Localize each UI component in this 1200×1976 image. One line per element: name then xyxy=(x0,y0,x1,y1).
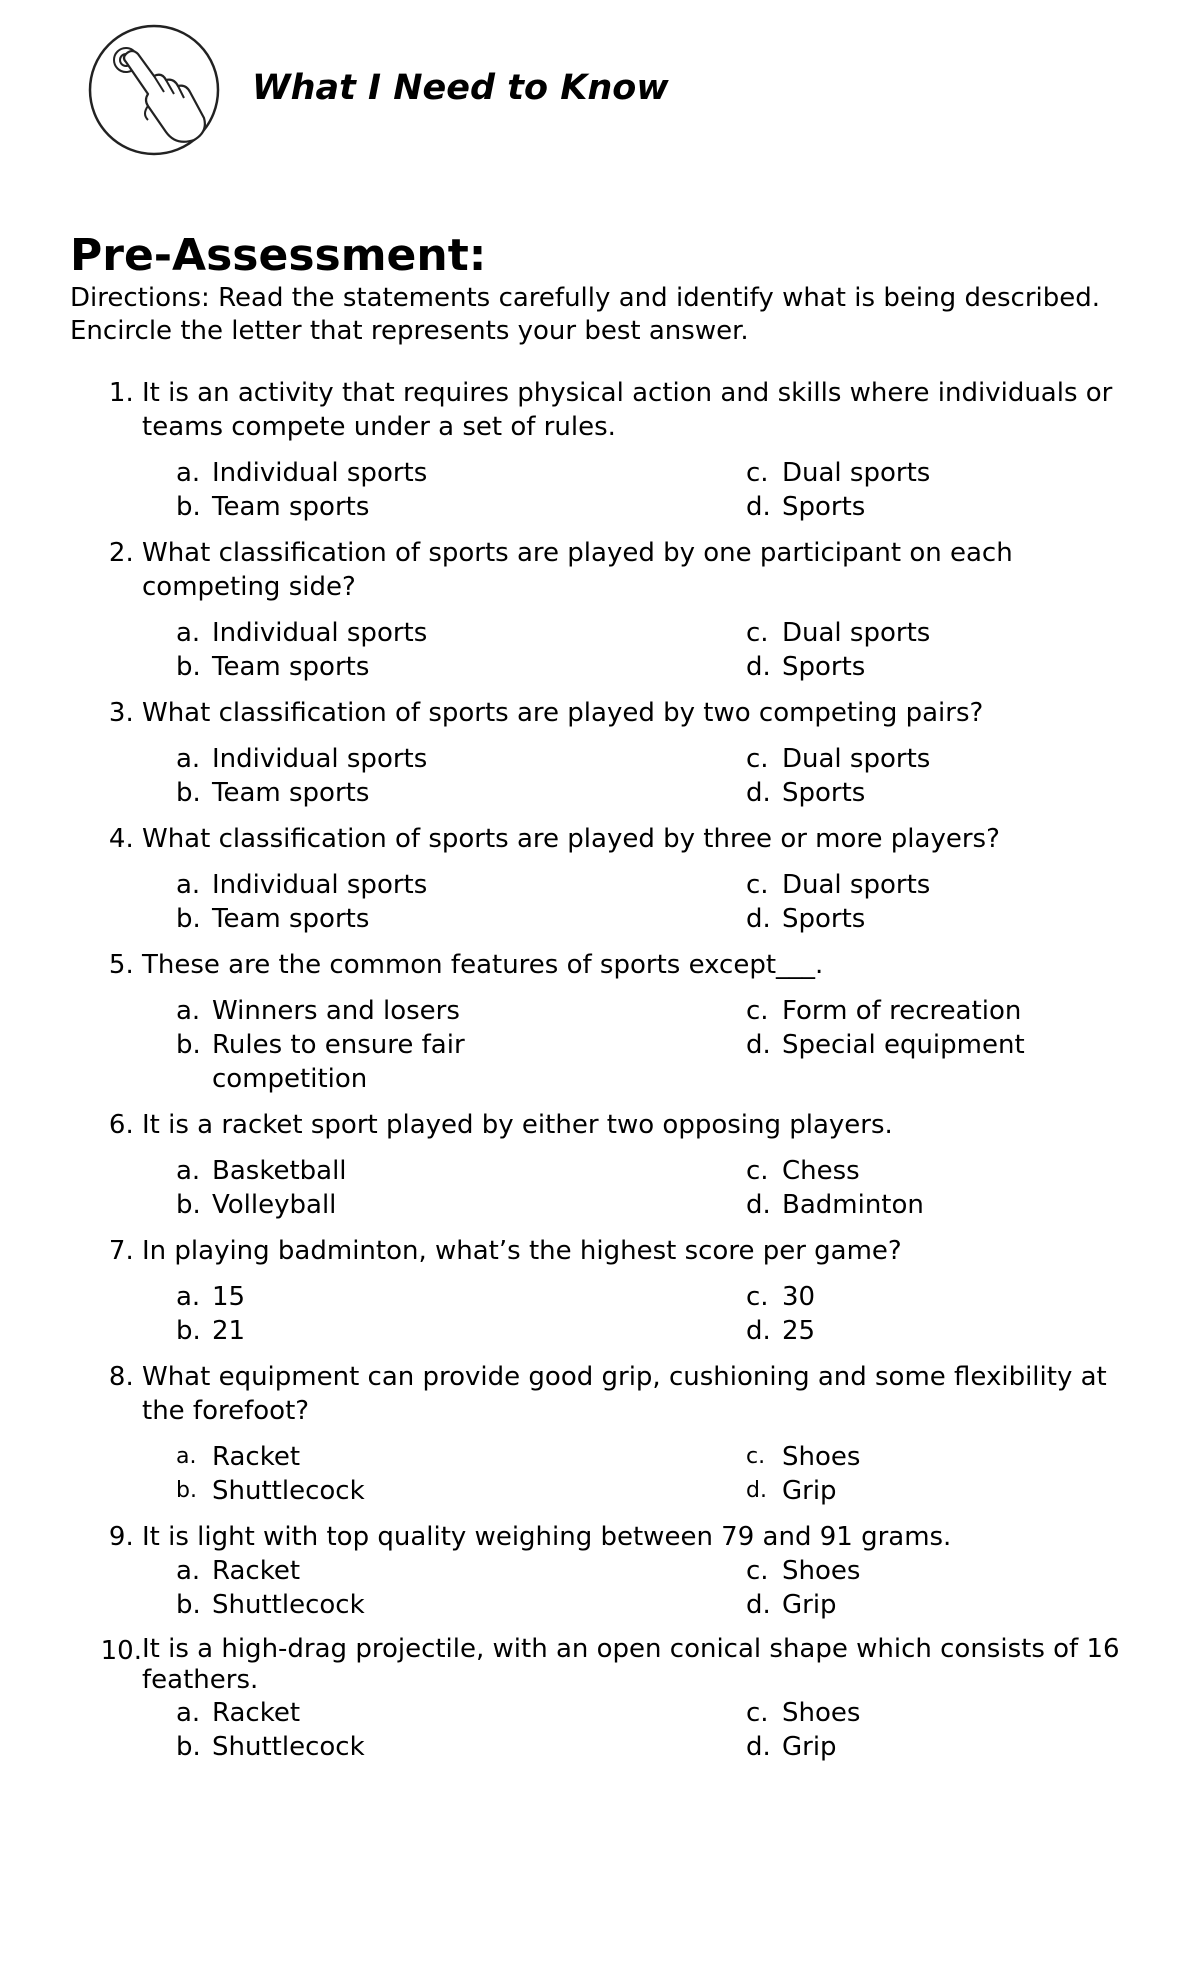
option-c[interactable]: c. Chess xyxy=(746,1156,860,1186)
question-10 xyxy=(70,1634,1140,1764)
option-b[interactable]: b. Team sports xyxy=(176,904,370,934)
option-d[interactable]: d. Sports xyxy=(746,492,866,522)
header-title: What I Need to Know xyxy=(252,68,669,108)
question-7 xyxy=(70,1234,1140,1348)
question-6 xyxy=(70,1108,1140,1222)
question-number: 7. xyxy=(108,1236,134,1266)
hand-pointer-icon xyxy=(86,22,222,158)
question-text: In playing badminton, what’s the highest score per game? xyxy=(142,1236,902,1266)
question-text: It is light with top quality weighing between 79 and 91 grams. xyxy=(142,1522,952,1552)
option-a[interactable]: a. Racket xyxy=(176,1698,301,1728)
option-b[interactable]: b. 21 xyxy=(176,1316,246,1346)
directions-text: Directions: Read the statements carefully and identify what is being described. Encircle the letter that represents your best answer. xyxy=(70,283,1100,346)
option-b[interactable]: b. Team sports xyxy=(176,652,370,682)
question-number: 3. xyxy=(108,698,134,728)
question-3 xyxy=(70,696,1140,810)
question-number: 5. xyxy=(108,950,134,980)
question-number: 2. xyxy=(108,538,134,568)
option-c[interactable]: c. Shoes xyxy=(746,1442,861,1472)
option-c[interactable]: c. Dual sports xyxy=(746,744,931,774)
question-text: It is a high-drag projectile, with an open conical shape which consists of 16 feathers. xyxy=(142,1634,1120,1695)
option-c[interactable]: c. 30 xyxy=(746,1282,816,1312)
question-number: 1. xyxy=(108,378,134,408)
option-d[interactable]: d. Sports xyxy=(746,652,866,682)
option-c[interactable]: c. Shoes xyxy=(746,1698,861,1728)
question-text: What classification of sports are played by two competing pairs? xyxy=(142,698,984,728)
option-a[interactable]: a. Individual sports xyxy=(176,870,428,900)
option-a[interactable]: a. Individual sports xyxy=(176,618,428,648)
question-4 xyxy=(70,822,1140,936)
question-8 xyxy=(70,1360,1140,1508)
option-b[interactable]: b. Shuttlecock xyxy=(176,1590,365,1620)
option-a[interactable]: a. Basketball xyxy=(176,1156,347,1186)
option-b[interactable]: b. Shuttlecock xyxy=(176,1732,365,1762)
option-a[interactable]: a. Individual sports xyxy=(176,744,428,774)
question-2 xyxy=(70,536,1140,684)
page-title: Pre-Assessment: xyxy=(70,230,487,281)
option-b[interactable]: b. Shuttlecock xyxy=(176,1476,365,1506)
question-text: What equipment can provide good grip, cushioning and some flexibility at the forefoot? xyxy=(142,1362,1107,1426)
option-c[interactable]: c. Dual sports xyxy=(746,618,931,648)
option-d[interactable]: d. Special equipment xyxy=(746,1030,1025,1060)
question-text: What classification of sports are played by one participant on each competing side? xyxy=(142,538,1013,602)
option-d[interactable]: d. Sports xyxy=(746,778,866,808)
option-b[interactable]: b. Team sports xyxy=(176,778,370,808)
option-c[interactable]: c. Form of recreation xyxy=(746,996,1022,1026)
option-c[interactable]: c. Shoes xyxy=(746,1556,861,1586)
question-text: What classification of sports are played by three or more players? xyxy=(142,824,1000,854)
question-number: 4. xyxy=(108,824,134,854)
option-c[interactable]: c. Dual sports xyxy=(746,870,931,900)
question-text: It is an activity that requires physical action and skills where individuals or teams compete under a set of rules. xyxy=(142,378,1113,442)
option-d[interactable]: d. Sports xyxy=(746,904,866,934)
question-9 xyxy=(70,1520,1140,1622)
option-a[interactable]: a. Winners and losers xyxy=(176,996,460,1026)
option-a[interactable]: a. Racket xyxy=(176,1556,301,1586)
option-d[interactable]: d. 25 xyxy=(746,1316,816,1346)
question-text: These are the common features of sports except___. xyxy=(142,950,824,980)
option-a[interactable]: a. Racket xyxy=(176,1442,301,1472)
option-d[interactable]: d. Grip xyxy=(746,1732,837,1762)
option-a[interactable]: a. 15 xyxy=(176,1282,246,1312)
question-text: It is a racket sport played by either two opposing players. xyxy=(142,1110,893,1140)
question-1 xyxy=(70,376,1140,524)
option-a[interactable]: a. Individual sports xyxy=(176,458,428,488)
option-d[interactable]: d. Grip xyxy=(746,1476,837,1506)
question-number: 10. xyxy=(100,1636,142,1666)
question-number: 6. xyxy=(108,1110,134,1140)
option-b[interactable]: b. Rules to ensure fair competition xyxy=(176,1030,465,1094)
option-b[interactable]: b. Team sports xyxy=(176,492,370,522)
option-b[interactable]: b. Volleyball xyxy=(176,1190,337,1220)
question-list xyxy=(70,376,1140,1764)
question-number: 9. xyxy=(108,1522,134,1552)
question-number: 8. xyxy=(108,1362,134,1392)
question-5 xyxy=(70,948,1140,1096)
option-d[interactable]: d. Grip xyxy=(746,1590,837,1620)
option-c[interactable]: c. Dual sports xyxy=(746,458,931,488)
option-d[interactable]: d. Badminton xyxy=(746,1190,924,1220)
